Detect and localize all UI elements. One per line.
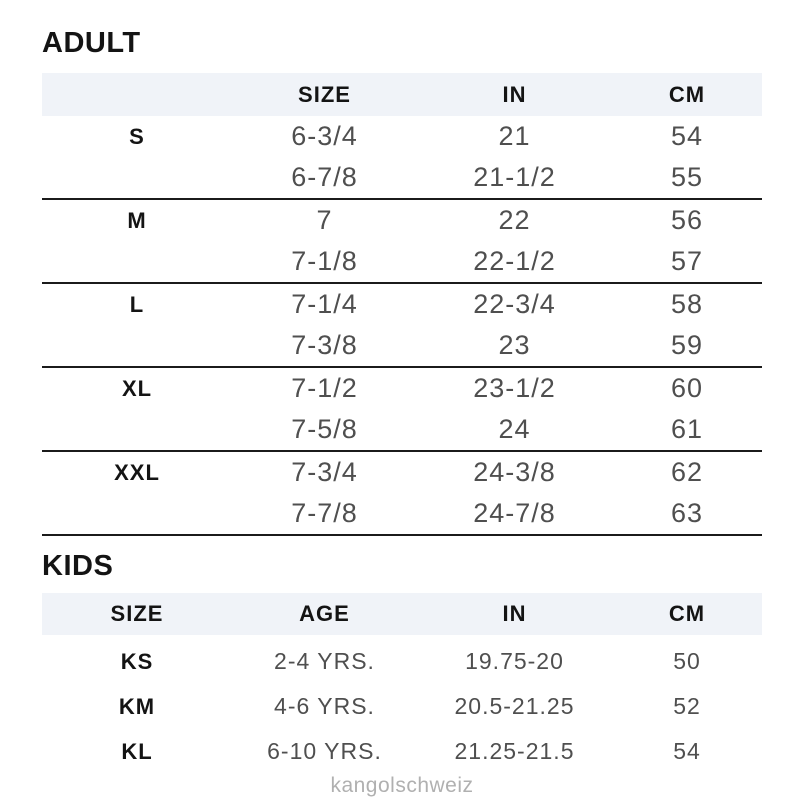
- kids-section-title: KIDS: [42, 550, 114, 582]
- adult-group-m: [42, 200, 762, 284]
- cell-cm: 54: [670, 121, 704, 151]
- cell-cm: 50: [673, 648, 701, 674]
- cell-age: 4-6 YRS.: [274, 693, 375, 719]
- cell-cm: 57: [670, 246, 704, 276]
- watermark-text: kangolschweiz: [330, 774, 474, 797]
- adult-row-label-m: M: [127, 207, 147, 233]
- table-row: [42, 452, 762, 493]
- cell-cm: 61: [670, 414, 704, 444]
- cell-in: 23-1/2: [473, 373, 556, 403]
- adult-group-l: [42, 284, 762, 368]
- adult-group-s: [42, 116, 762, 200]
- table-row: [42, 325, 762, 366]
- kids-table-body: [42, 635, 762, 774]
- cell-age: 6-10 YRS.: [267, 738, 382, 764]
- cell-size: 6-3/4: [291, 121, 358, 151]
- cell-cm: 60: [670, 373, 704, 403]
- cell-in: 22-3/4: [473, 289, 556, 319]
- adult-header-in: IN: [502, 81, 527, 107]
- cell-in: 23: [498, 330, 531, 360]
- cell-size: 7-3/8: [291, 330, 358, 360]
- kids-header-in: IN: [502, 601, 527, 626]
- adult-header-size: SIZE: [298, 81, 351, 107]
- adult-row-label-xxl: XXL: [114, 459, 160, 485]
- table-row: [42, 116, 762, 157]
- cell-in: 19.75-20: [465, 648, 564, 674]
- kids-header-age: AGE: [299, 601, 350, 626]
- adult-row-label-s: S: [129, 123, 145, 149]
- cell-in: 20.5-21.25: [454, 693, 575, 719]
- cell-size: 6-7/8: [291, 162, 358, 192]
- table-row: [42, 493, 762, 534]
- table-row: [42, 409, 762, 450]
- cell-in: 21-1/2: [473, 162, 556, 192]
- cell-in: 21.25-21.5: [454, 738, 575, 764]
- cell-size: 7-1/4: [291, 289, 358, 319]
- cell-cm: 52: [673, 693, 701, 719]
- adult-group-xl: [42, 368, 762, 452]
- cell-size: 7-5/8: [291, 414, 358, 444]
- cell-cm: 55: [670, 162, 704, 192]
- table-row: [42, 241, 762, 282]
- cell-cm: 62: [670, 457, 704, 487]
- kids-row-label-kl: KL: [121, 738, 153, 764]
- kids-row-label-ks: KS: [120, 648, 154, 674]
- cell-in: 24: [498, 414, 531, 444]
- cell-cm: 63: [670, 498, 704, 528]
- table-row: [42, 729, 762, 774]
- cell-size: 7-3/4: [291, 457, 358, 487]
- kids-header-cm: CM: [668, 601, 706, 626]
- cell-size: 7-7/8: [291, 498, 358, 528]
- kids-row-label-km: KM: [118, 693, 156, 719]
- cell-age: 2-4 YRS.: [274, 648, 375, 674]
- adult-row-label-l: L: [129, 291, 145, 317]
- table-row: [42, 684, 762, 729]
- table-row: [42, 200, 762, 241]
- cell-size: 7-1/8: [291, 246, 358, 276]
- adult-row-label-xl: XL: [121, 375, 153, 401]
- adult-section-title: ADULT: [42, 27, 141, 59]
- adult-group-xxl: [42, 452, 762, 536]
- kids-header-size: SIZE: [110, 601, 164, 626]
- table-row: [42, 157, 762, 198]
- cell-cm: 59: [670, 330, 704, 360]
- adult-table-header-row: [42, 73, 762, 116]
- cell-size: 7: [316, 205, 333, 235]
- cell-in: 21: [498, 121, 531, 151]
- cell-in: 24-3/8: [473, 457, 556, 487]
- table-row: [42, 368, 762, 409]
- cell-in: 22: [498, 205, 531, 235]
- cell-in: 24-7/8: [473, 498, 556, 528]
- cell-size: 7-1/2: [291, 373, 358, 403]
- kids-table-header-row: [42, 593, 762, 635]
- adult-size-table: [42, 73, 762, 536]
- cell-cm: 58: [670, 289, 704, 319]
- table-row: [42, 639, 762, 684]
- table-row: [42, 284, 762, 325]
- cell-cm: 54: [673, 738, 701, 764]
- cell-cm: 56: [670, 205, 704, 235]
- kids-size-table: [42, 593, 762, 774]
- adult-header-cm: CM: [668, 81, 706, 107]
- cell-in: 22-1/2: [473, 246, 556, 276]
